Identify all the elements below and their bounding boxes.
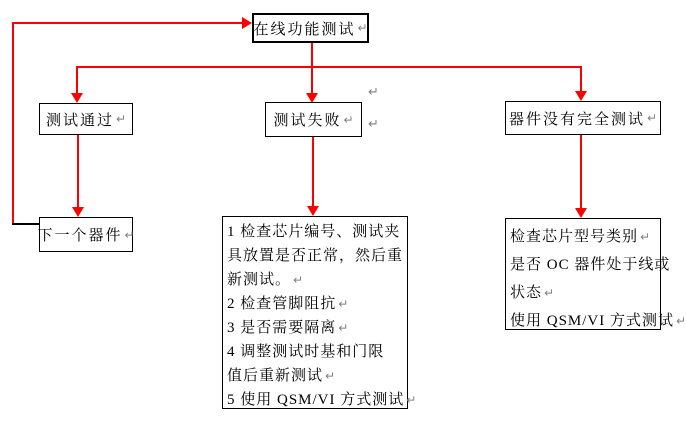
list-line: 3 是否需要隔离 ↵: [227, 320, 349, 336]
paragraph-mark: ↵: [357, 21, 368, 35]
node-incomplete-steps-list: [505, 218, 686, 330]
paragraph-mark: ↵: [368, 85, 379, 100]
node-label: 测试失败: [273, 113, 342, 129]
list-line: 值后重新测试 ↵: [227, 368, 336, 384]
list-line: 5 使用 QSM/VI 方式测试 ↵: [227, 392, 417, 408]
list-line: 是否 OC 器件处于线或: [510, 257, 671, 273]
paragraph-mark: ↵: [646, 111, 658, 125]
paragraph-mark: ↵: [338, 321, 349, 335]
paragraph-mark: ↵: [293, 273, 304, 287]
list-line: 具放置是否正常，然后重: [227, 248, 404, 264]
paragraph-mark: ↵: [640, 230, 651, 244]
node-not-fully-tested: [505, 101, 661, 135]
connector-next-device-stub: [12, 223, 39, 225]
paragraph-mark: ↵: [124, 227, 135, 242]
connector-drop-to-pass: [76, 66, 78, 94]
paragraph-mark: ↵: [338, 297, 349, 311]
paragraph-mark: ↵: [115, 112, 127, 126]
node-label: 器件没有完全测试: [508, 111, 645, 128]
list-line: 2 检查管脚阻抗 ↵: [227, 296, 349, 312]
paragraph-mark: ↵: [368, 117, 379, 132]
list-line: 4 调整测试时基和门限: [227, 344, 385, 360]
connector-loopback-vertical: [12, 23, 14, 224]
node-label: 下一个器件: [37, 228, 123, 244]
paragraph-mark: ↵: [544, 286, 555, 300]
connector-fail-to-steps: [312, 137, 314, 207]
node-test-failed: [265, 102, 362, 137]
connector-loopback-horizontal: [12, 22, 242, 24]
arrowhead-down-pass-icon: [71, 93, 83, 103]
node-label: 测试通过: [45, 112, 114, 129]
arrowhead-right-into-start-icon: [242, 17, 252, 29]
list-line: 状态 ↵: [510, 285, 555, 301]
connector-incomplete-to-steps: [580, 135, 582, 209]
list-line: 1 检查芯片编号、测试夹: [227, 224, 401, 240]
list-line: 新测试。 ↵: [227, 272, 304, 288]
node-fail-steps-list: [222, 216, 417, 409]
arrowhead-down-next-device-icon: [72, 207, 84, 217]
node-test-passed: [39, 103, 133, 135]
node-label: 在线功能测试: [253, 21, 356, 38]
node-online-function-test: [252, 13, 369, 43]
arrowhead-down-fail-steps-icon: [307, 206, 319, 216]
arrowhead-down-incomplete-steps-icon: [575, 208, 587, 218]
arrowhead-down-incomplete-icon: [575, 91, 587, 101]
paragraph-mark: ↵: [676, 314, 686, 328]
list-line: 使用 QSM/VI 方式测试 ↵: [510, 313, 686, 329]
list-line: 检查芯片型号类别 ↵: [510, 229, 651, 245]
connector-distributor: [76, 66, 582, 68]
paragraph-mark: ↵: [343, 112, 354, 127]
connector-drop-to-incomplete: [580, 66, 582, 92]
node-next-device: [39, 217, 133, 252]
paragraph-mark: ↵: [325, 369, 336, 383]
connector-pass-to-next: [77, 135, 79, 208]
paragraph-mark: ↵: [406, 393, 417, 407]
connector-start-to-fail: [311, 43, 313, 95]
